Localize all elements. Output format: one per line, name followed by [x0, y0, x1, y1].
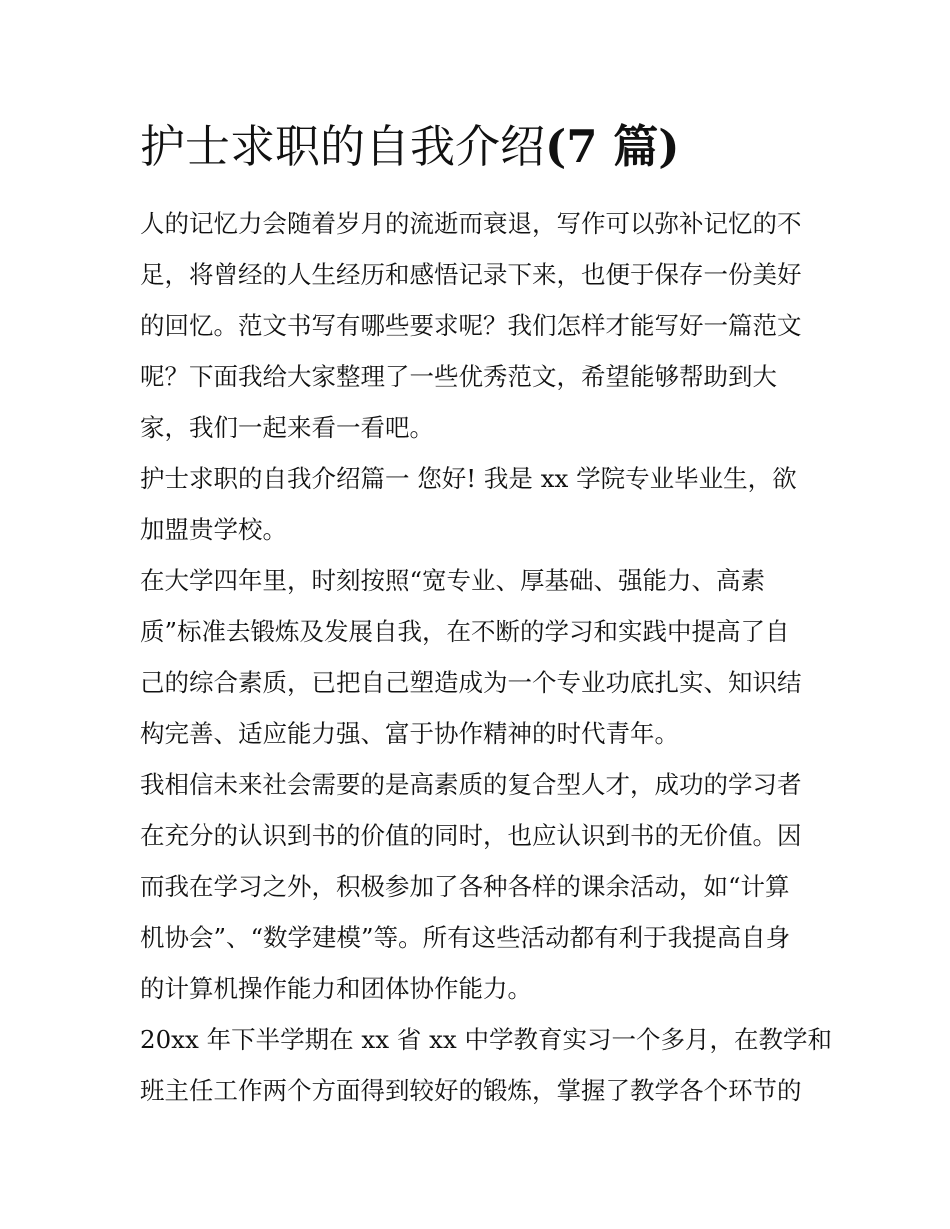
text-line: 我相信未来社会需要的是高素质的复合型人才，成功的学习者: [140, 770, 802, 799]
text-line: 班主任工作两个方面得到较好的锻炼，掌握了教学各个环节的: [140, 1076, 802, 1105]
document-title: [140, 118, 816, 176]
document-body: [140, 118, 833, 1116]
study-paragraph: [140, 555, 816, 759]
title-text: 护士求职的自我介绍: [140, 120, 546, 173]
text-line: 的回忆。范文书写有哪些要求呢？我们怎样才能写好一篇范文: [140, 311, 802, 340]
text-line: 质”标准去锻炼及发展自我，在不断的学习和实践中提高了自: [140, 617, 790, 646]
text-line: 人的记忆力会随着岁月的流逝而衰退，写作可以弥补记忆的不: [140, 209, 802, 238]
text-line: 加盟贵学校。: [140, 515, 287, 544]
text-line: 己的综合素质，已把自己塑造成为一个专业功底扎实、知识结: [140, 668, 802, 697]
activities-paragraph: [140, 759, 816, 1014]
text-line: 在大学四年里，时刻按照“宽专业、厚基础、强能力、高素: [140, 566, 766, 595]
text-line: 护士求职的自我介绍篇一 您好! 我是 xx 学院专业毕业生，欲: [140, 464, 797, 493]
text-line: 在充分的认识到书的价值的同时，也应认识到书的无价值。因: [140, 821, 802, 850]
text-line: 20xx 年下半学期在 xx 省 xx 中学教育实习一个多月，在教学和: [140, 1025, 833, 1054]
text-line: 构完善、适应能力强、富于协作精神的时代青年。: [140, 719, 679, 748]
title-count: (7 篇): [545, 120, 680, 173]
text-line: 而我在学习之外，积极参加了各种各样的课余活动，如“计算: [140, 872, 790, 901]
internship-paragraph: [140, 1014, 833, 1116]
text-line: 足，将曾经的人生经历和感悟记录下来，也便于保存一份美好: [140, 260, 802, 289]
intro-paragraph: [140, 198, 816, 453]
text-line: 家，我们一起来看一看吧。: [140, 413, 434, 442]
text-line: 的计算机操作能力和团体协作能力。: [140, 974, 532, 1003]
text-line: 机协会”、“数学建模”等。所有这些活动都有利于我提高自身: [140, 923, 791, 952]
section-one-opening-paragraph: [140, 453, 816, 555]
text-line: 呢？下面我给大家整理了一些优秀范文，希望能够帮助到大: [140, 362, 777, 391]
